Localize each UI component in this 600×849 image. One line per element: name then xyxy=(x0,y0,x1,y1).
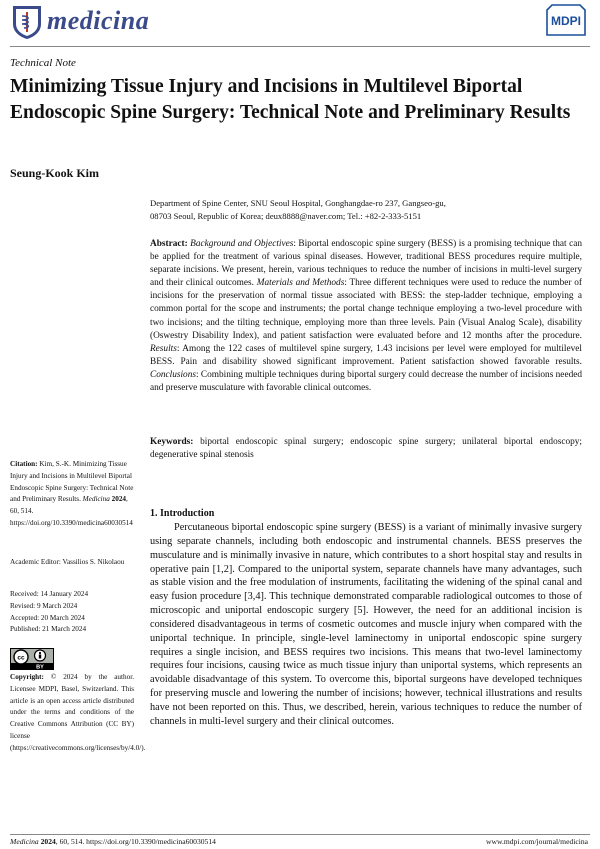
citation-label: Citation: xyxy=(10,460,38,468)
article-type: Technical Note xyxy=(10,57,76,69)
citation-journal: Medicina xyxy=(82,495,110,504)
introduction-paragraph: Percutaneous biportal endoscopic spine surgery (BESS) is a variant of minimally invasive surgery using separate channels, including both endoscopic and instrumental channels. BESS preserves the musculature and is minimally invasive in nature, which contributes to a short hospital stay and results in operative pain [1,2]. Compared to the uniportal system, separate channels have many advantages, such as stable vision and the free modulation of instruments, facilitating the widening of the spinal canal and easy fusion procedure [3,4]. This technique demonstrated comparable radiological outcomes to those of microscopic and uniportal endoscopic surgery [5]. However, the need for an additional incision is considered disadvantageous in terms of cosmetic outcomes and muscle injury when compared with the uniportal technique. In principle, single-level laminectomy in uniportal endoscopic spine surgery requires a single incision, and BESS requires two incisions. This means that two-level laminectomy requires four incisions, causing twice as much tissue injury than uniportal systems, which represents an avoidable disadvantage of this system. To overcome this, biportal surgeons have developed techniques for preserving muscle and lowering the number of incisions; however, technical illustrations and results have not been reported on this. Thus, we described, herein, various techniques to reduce the number of channels in multi-level surgery and their clinical outcomes. xyxy=(150,522,582,727)
mdpi-logo-icon[interactable] xyxy=(546,4,586,36)
footer-divider xyxy=(10,834,590,835)
author-name: Seung-Kook Kim xyxy=(10,166,100,180)
abstract-methods-text: : Three different techniques were used to reduce the number of incisions for the preservation of normal tissue associated with BESS: the step-ladder technique, employing a common portal for the scope and instruments; the portal change technique employing a two-level procedure with two incisions; and the tilting technique, employing more than three levels. Pain (Visual Analog Scale), disability (Oswestry Disability Index), and patient satisfaction were evaluated before and 12 months after the procedure. xyxy=(150,278,582,341)
academic-editor: Academic Editor: Vassilios S. Nikolaou xyxy=(10,558,125,566)
header-divider xyxy=(10,46,590,47)
abstract-results-text: : Among the 122 cases of multilevel spine surgery, 1.43 incisions per level were employed for multilevel BESS. Pain and disability showed significant improvement. Patient satisfaction showed favorable results. xyxy=(150,343,582,367)
citation-year: 2024 xyxy=(111,495,126,504)
svg-text:cc: cc xyxy=(17,654,25,662)
svg-text:MDPI: MDPI xyxy=(551,14,581,28)
abstract xyxy=(150,238,582,395)
publication-dates xyxy=(10,589,134,636)
affiliation-line: 08703 Seoul, Republic of Korea; deux8888@naver.com; Tel.: +82-2-333-5151 xyxy=(150,210,422,221)
received-date: Received: 14 January 2024 xyxy=(10,590,89,598)
citation-text: Kim, S.-K. Minimizing Tissue Injury and Incisions in Multilevel Biportal Endoscopic Spine Surgery: Technical Note and Preliminary Results. xyxy=(10,460,134,504)
abstract-methods-label: Materials and Methods xyxy=(256,278,345,289)
journal-name: medicina xyxy=(47,6,150,35)
citation-block xyxy=(10,459,134,530)
keywords-label: Keywords: xyxy=(150,437,194,447)
accepted-date: Accepted: 20 March 2024 xyxy=(10,613,85,622)
keywords-text: biportal endoscopic spinal surgery; endoscopic spine surgery; unilateral biportal endoscopy; degenerative spinal stenosis xyxy=(150,437,582,461)
citation-doi[interactable]: , 60, 514. https://doi.org/10.3390/medicina60030514 xyxy=(10,495,133,527)
footer-citation xyxy=(10,837,216,846)
copyright-block xyxy=(10,672,146,755)
article-title: Minimizing Tissue Injury and Incisions in Multilevel Biportal Endoscopic Spine Surgery: Technical Note and Preliminary Results xyxy=(10,76,571,123)
abstract-conclusions-label: Conclusions xyxy=(150,369,196,380)
keywords xyxy=(150,436,582,462)
footer-doi[interactable]: , 60, 514. https://doi.org/10.3390/medicina60030514 xyxy=(55,837,216,846)
journal-logo-icon xyxy=(10,4,44,40)
abstract-results-label: Results xyxy=(150,343,177,354)
published-date: Published: 21 March 2024 xyxy=(10,625,87,634)
abstract-background-text: : Biportal endoscopic spine surgery (BESS) is a promising technique that can be applied for the treatment of various spinal diseases. However, traditional BESS procedures require multiple, separate incisions. We present, herein, various techniques to reduce the number of incisions in multi-level surgery and their clinical outcomes. xyxy=(150,239,582,289)
revised-date: Revised: 9 March 2024 xyxy=(10,601,78,610)
abstract-label: Abstract: xyxy=(150,239,188,249)
license-badge-text: BY xyxy=(36,664,44,670)
author-affiliation xyxy=(150,197,570,222)
section-heading-introduction: 1. Introduction xyxy=(150,508,215,519)
copyright-label: Copyright: xyxy=(10,673,44,681)
abstract-conclusions-text: : Combining multiple techniques during biportal surgery could decrease the number of incisions needed and preserve musculature with favorable clinical outcomes. xyxy=(150,369,582,394)
footer-journal: Medicina xyxy=(10,837,39,846)
footer-year: 2024 xyxy=(40,837,56,846)
copyright-text: © 2024 by the author. Licensee MDPI, Basel, Switzerland. This article is an open access article distributed under the terms and conditions of the Creative Commons Attribution (CC BY) license (https://creativecommons.org/licenses/by/4.0/). xyxy=(10,673,146,752)
abstract-background-label: Background and Objectives xyxy=(190,239,294,249)
footer-journal-url[interactable]: www.mdpi.com/journal/medicina xyxy=(486,837,588,846)
cc-by-license-icon[interactable] xyxy=(10,648,54,670)
affiliation-line: Department of Spine Center, SNU Seoul Hospital, Gonghangdae-ro 237, Gangseo-gu, xyxy=(150,198,446,208)
